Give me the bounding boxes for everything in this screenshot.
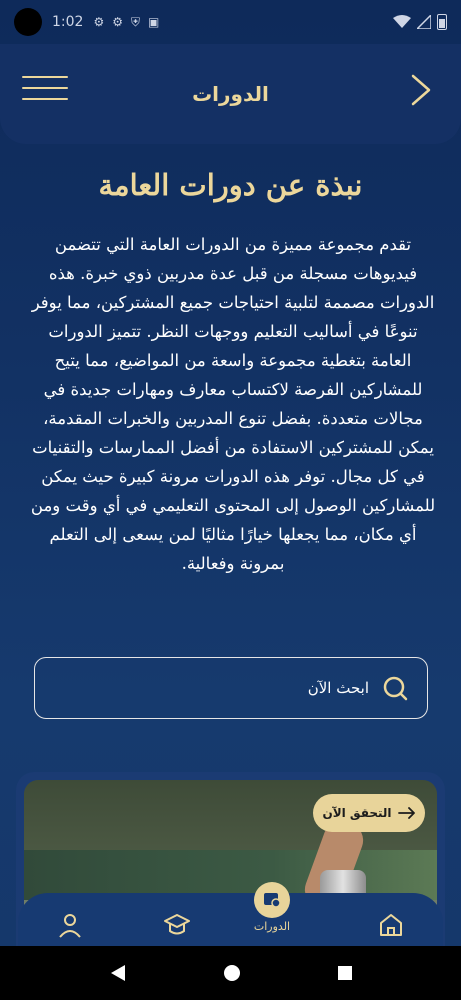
nav-courses-label: الدورات — [253, 920, 291, 933]
status-time: 1:02 — [52, 14, 84, 30]
shield-icon: ⛨ — [130, 14, 140, 29]
nav-home[interactable] — [377, 911, 405, 939]
check-now-label: التحقق الآن — [322, 806, 392, 820]
nav-graduation[interactable] — [163, 911, 191, 939]
search-placeholder: ابحث الآن — [307, 679, 369, 697]
status-bar — [0, 0, 461, 44]
arrow-right-icon — [398, 807, 416, 819]
signal-icon — [417, 15, 431, 29]
back-button[interactable] — [407, 72, 435, 108]
wifi-icon — [393, 15, 411, 29]
app-header — [0, 44, 461, 144]
recents-square-icon[interactable] — [337, 965, 353, 981]
system-nav-bar — [0, 946, 461, 1000]
status-notification-icons — [93, 15, 159, 30]
battery-icon — [437, 14, 447, 30]
search-input[interactable] — [34, 657, 428, 719]
hamburger-icon — [22, 76, 68, 78]
search-icon — [381, 674, 409, 702]
chevron-right-icon — [407, 72, 435, 108]
back-triangle-icon[interactable] — [109, 964, 127, 982]
settings-icon: ⚙ — [112, 14, 123, 29]
page-title: الدورات — [192, 82, 269, 106]
about-description: تقدم مجموعة مميزة من الدورات العامة التي تتضمن فيديوهات مسجلة من قبل عدة مدربين ذوي خبرة. هذه الدورات مصممة لتلبية احتياجات جميع المشتركين، مما يوفر تنوعًا في أساليب التعليم ووجهات النظر. تتميز الدورات العامة بتغطية مجموعة واسعة من المواضيع، مما يتيح للمشاركين الفرصة لاكتساب معارف ومهارات جديدة في مجالات متعددة. بفضل تنوع المدربين والخبرات المقدمة، يمكن للمشتركين الاستفادة من أفضل الممارسات والتقنيات في كل مجال. توفر هذه الدورات مرونة كبيرة حيث يمكن للمشاركين الوصول إلى المحتوى التعليمي في أي وقت ومن أي مكان، مما يجعلها خيارًا مثاليًا لمن يسعى إلى التعلم بمرونة وفعالية. — [30, 235, 436, 573]
check-now-button[interactable] — [313, 794, 425, 832]
home-circle-icon[interactable] — [223, 964, 241, 982]
status-system-icons — [393, 14, 447, 30]
courses-icon — [254, 882, 290, 918]
graduation-cap-icon — [163, 911, 191, 939]
nav-courses[interactable] — [212, 882, 332, 948]
menu-button[interactable] — [22, 76, 68, 104]
hamburger-icon-line — [22, 98, 68, 100]
sim-card-icon: ▣ — [148, 14, 160, 29]
about-title: نبذة عن دورات العامة — [98, 168, 363, 202]
user-icon — [56, 911, 84, 939]
settings-icon: ⚙ — [93, 14, 105, 29]
nav-profile[interactable] — [56, 911, 84, 939]
hamburger-icon-line — [22, 87, 68, 89]
camera-cutout — [14, 8, 42, 36]
home-icon — [377, 911, 405, 939]
